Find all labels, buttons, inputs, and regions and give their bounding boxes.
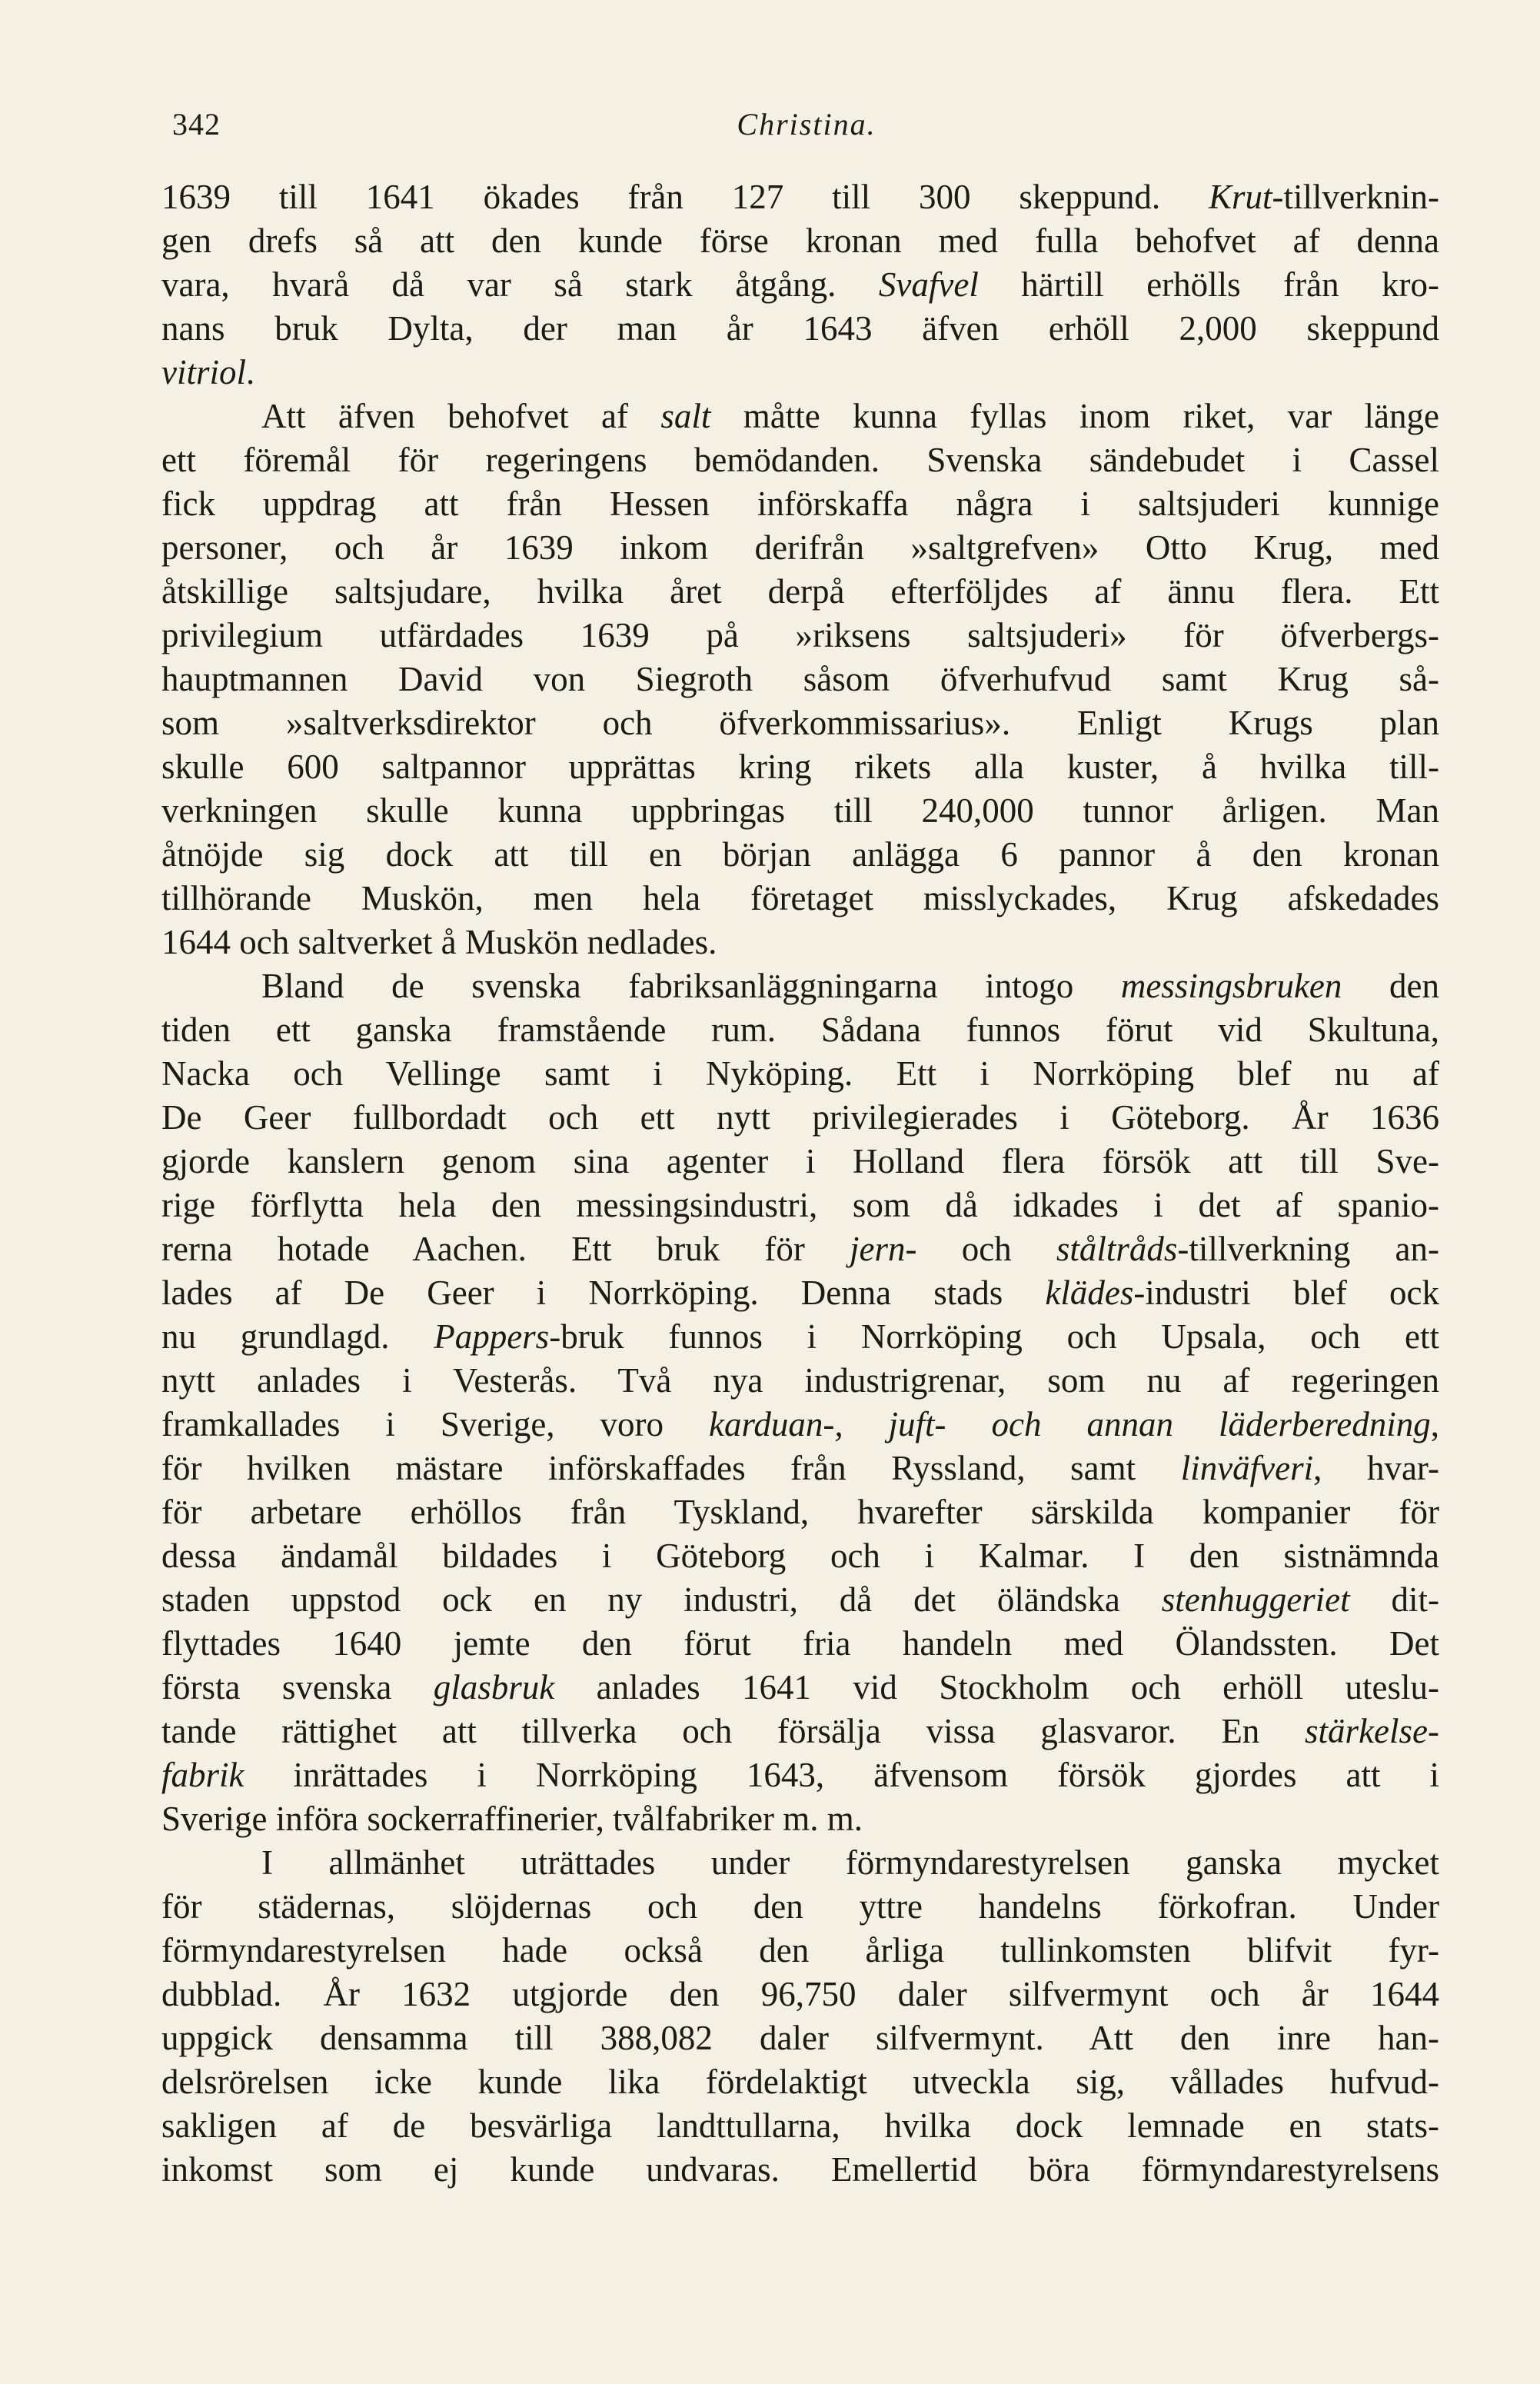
- text-run: hauptmannen David von Siegroth såsom öfverhufvud samt Krug så-: [161, 660, 1439, 698]
- italic-term: linväfveri: [1180, 1449, 1314, 1487]
- text-line: [161, 878, 1439, 922]
- text-line: [161, 2018, 1439, 2062]
- text-line: [161, 834, 1439, 878]
- italic-term: jern-: [850, 1230, 917, 1268]
- text-line: [161, 2062, 1439, 2106]
- text-run: lades af De Geer i Norrköping. Denna stads: [161, 1274, 1046, 1312]
- text-run: tiden ett ganska framstående rum. Sådana funnos förut vid Skultuna,: [161, 1011, 1439, 1049]
- text-run: personer, och år 1639 inkom derifrån »saltgrefven» Otto Krug, med: [161, 528, 1439, 567]
- text-line: [161, 484, 1439, 528]
- text-line: [161, 1404, 1439, 1448]
- text-line: [161, 1141, 1439, 1185]
- text-run: 1644 och saltverket å Muskön nedlades.: [161, 923, 717, 961]
- text-run: Nacka och Vellinge samt i Nyköping. Ett i Norrköping blef nu af: [161, 1054, 1439, 1093]
- text-run: nytt anlades i Vesterås. Två nya industrigrenar, som nu af regeringen: [161, 1361, 1439, 1400]
- text-line: [161, 1755, 1439, 1799]
- text-run: nu grundlagd.: [161, 1317, 434, 1356]
- text-run: dessa ändamål bildades i Göteborg och i Kalmar. I den sistnämnda: [161, 1537, 1439, 1575]
- text-run: fick uppdrag att från Hessen införskaffa några i saltsjuderi kunnige: [161, 484, 1439, 523]
- italic-term: vitriol: [161, 353, 246, 391]
- text-run: som »saltverksdirektor och öfverkommissarius». Enligt Krugs plan: [161, 704, 1439, 742]
- text-run: -tillverkning an-: [1177, 1230, 1439, 1268]
- body-text: [161, 177, 1439, 2193]
- text-run: gen drefs så att den kunde förse kronan med fulla behofvet af denna: [161, 221, 1439, 260]
- italic-term: stenhuggeriet: [1161, 1580, 1350, 1619]
- text-line: [161, 1667, 1439, 1711]
- text-line: [161, 659, 1439, 703]
- text-run: anlades 1641 vid Stockholm och erhöll uteslu-: [554, 1668, 1440, 1706]
- text-run: privilegium utfärdades 1639 på »riksens saltsjuderi» för öfverbergs-: [161, 616, 1439, 654]
- text-line: [161, 528, 1439, 571]
- text-run: inrättades i Norrköping 1643, äfvensom försök gjordes att i: [244, 1756, 1439, 1794]
- text-line: [161, 966, 1439, 1010]
- text-line: [161, 1623, 1439, 1667]
- text-run: härtill erhölls från kro-: [978, 265, 1440, 304]
- text-line: [161, 177, 1439, 221]
- italic-term: Krut: [1209, 178, 1272, 216]
- text-line: [161, 791, 1439, 834]
- text-line: [161, 1097, 1439, 1141]
- text-run: verkningen skulle kunna uppbringas till 240,000 tunnor årligen. Man: [161, 791, 1439, 830]
- text-run: Sverige införa sockerraffinerier, tvålfabriker m. m.: [161, 1800, 863, 1838]
- text-run: Bland de svenska fabriksanläggningarna intogo: [261, 967, 1121, 1005]
- text-line: [161, 1974, 1439, 2018]
- italic-term: salt: [660, 397, 711, 435]
- text-run: delsrörelsen icke kunde lika fördelaktigt utveckla sig, vållades hufvud-: [161, 2063, 1439, 2101]
- text-run: ett föremål för regeringens bemödanden. Svenska sändebudet i Cassel: [161, 441, 1439, 479]
- text-run: framkallades i Sverige, voro: [161, 1405, 710, 1443]
- text-run: staden uppstod ock en ny industri, då det öländska: [161, 1580, 1162, 1619]
- text-line: [161, 1317, 1439, 1360]
- italic-term: klädes: [1045, 1274, 1134, 1312]
- text-run: , hvar-: [1313, 1449, 1439, 1487]
- text-line: [161, 1930, 1439, 1974]
- text-run: Att äfven behofvet af: [261, 397, 661, 435]
- text-run: tillhörande Muskön, men hela företaget misslyckades, Krug afskedades: [161, 879, 1439, 917]
- text-run: sakligen af de besvärliga landttullarna, hvilka dock lemnade en stats-: [161, 2106, 1439, 2145]
- text-line: [161, 1536, 1439, 1580]
- text-line: [161, 1273, 1439, 1317]
- page-number: 342: [172, 107, 221, 142]
- text-run: åtskillige saltsjudare, hvilka året derpå efterföljdes af ännu flera. Ett: [161, 572, 1439, 611]
- text-line: [161, 1843, 1439, 1886]
- text-run: vara, hvarå då var så stark åtgång.: [161, 265, 879, 304]
- text-run: rerna hotade Aachen. Ett bruk för: [161, 1230, 850, 1268]
- text-line: [161, 1010, 1439, 1054]
- text-line: [161, 2106, 1439, 2149]
- text-run: den: [1342, 967, 1439, 1005]
- text-line: [161, 265, 1439, 308]
- text-line: [161, 615, 1439, 659]
- text-run: första svenska: [161, 1668, 434, 1706]
- text-line: [161, 440, 1439, 484]
- running-title: Christina.: [737, 107, 876, 142]
- text-run: -bruk funnos i Norrköping och Upsala, och ett: [549, 1317, 1439, 1356]
- text-run: tande rättighet att tillverka och försälja vissa glasvaror. En: [161, 1712, 1306, 1750]
- text-run: dit-: [1349, 1580, 1439, 1619]
- text-run: inkomst som ej kunde undvaras. Emellertid böra förmyndarestyrelsens: [161, 2150, 1439, 2189]
- italic-term: glasbruk: [433, 1668, 555, 1706]
- text-line: [161, 1711, 1439, 1755]
- text-line: [161, 703, 1439, 747]
- text-line: [161, 308, 1439, 352]
- text-run: för hvilken mästare införskaffades från Ryssland, samt: [161, 1449, 1181, 1487]
- text-run: De Geer fullbordadt och ett nytt privilegierades i Göteborg. År 1636: [161, 1098, 1439, 1137]
- text-run: måtte kunna fyllas inom riket, var länge: [710, 397, 1440, 435]
- page-header: [172, 106, 1441, 152]
- text-run: nans bruk Dylta, der man år 1643 äfven erhöll 2,000 skeppund: [161, 309, 1439, 348]
- text-run: dubblad. År 1632 utgjorde den 96,750 daler silfvermynt och år 1644: [161, 1975, 1439, 2013]
- italic-term: stärkelse-: [1305, 1712, 1439, 1750]
- text-run: ,: [1430, 1405, 1439, 1443]
- text-line: [161, 221, 1439, 265]
- text-run: -industri blef ock: [1133, 1274, 1439, 1312]
- italic-term: ståltråds: [1056, 1230, 1178, 1268]
- italic-term: Svafvel: [878, 265, 979, 304]
- text-line: [161, 1360, 1439, 1404]
- italic-term: fabrik: [161, 1756, 244, 1794]
- text-line: [161, 571, 1439, 615]
- text-line: [161, 352, 1439, 396]
- text-line: [161, 1229, 1439, 1273]
- text-line: [161, 1054, 1439, 1097]
- text-line: [161, 1799, 1439, 1843]
- italic-term: karduan-, juft- och annan läderberedning: [709, 1405, 1431, 1443]
- text-line: [161, 1580, 1439, 1623]
- text-run: flyttades 1640 jemte den förut fria handeln med Ölandssten. Det: [161, 1624, 1439, 1663]
- text-line: [161, 747, 1439, 791]
- text-run: rige förflytta hela den messingsindustri, som då idkades i det af spanio-: [161, 1186, 1439, 1224]
- text-run: uppgick densamma till 388,082 daler silfvermynt. Att den inre han-: [161, 2019, 1439, 2057]
- text-line: [161, 922, 1439, 966]
- text-run: för arbetare erhöllos från Tyskland, hvarefter särskilda kompanier för: [161, 1493, 1439, 1531]
- text-line: [161, 396, 1439, 440]
- text-line: [161, 1185, 1439, 1229]
- text-run: och: [916, 1230, 1056, 1268]
- italic-term: messingsbruken: [1120, 967, 1342, 1005]
- text-run: .: [246, 353, 255, 391]
- text-run: för städernas, slöjdernas och den yttre handelns förkofran. Under: [161, 1887, 1439, 1926]
- text-run: åtnöjde sig dock att till en början anlägga 6 pannor å den kronan: [161, 835, 1439, 874]
- text-line: [161, 1448, 1439, 1492]
- text-run: gjorde kanslern genom sina agenter i Holland flera försök att till Sve-: [161, 1142, 1439, 1180]
- text-line: [161, 1886, 1439, 1930]
- text-line: [161, 2149, 1439, 2193]
- text-run: -tillverknin-: [1272, 178, 1439, 216]
- text-run: 1639 till 1641 ökades från 127 till 300 skeppund.: [161, 178, 1209, 216]
- text-run: skulle 600 saltpannor upprättas kring rikets alla kuster, å hvilka till-: [161, 747, 1439, 786]
- text-run: I allmänhet uträttades under förmyndarestyrelsen ganska mycket: [261, 1843, 1439, 1882]
- text-line: [161, 1492, 1439, 1536]
- italic-term: Pappers: [434, 1317, 550, 1356]
- text-run: förmyndarestyrelsen hade också den årliga tullinkomsten blifvit fyr-: [161, 1931, 1439, 1969]
